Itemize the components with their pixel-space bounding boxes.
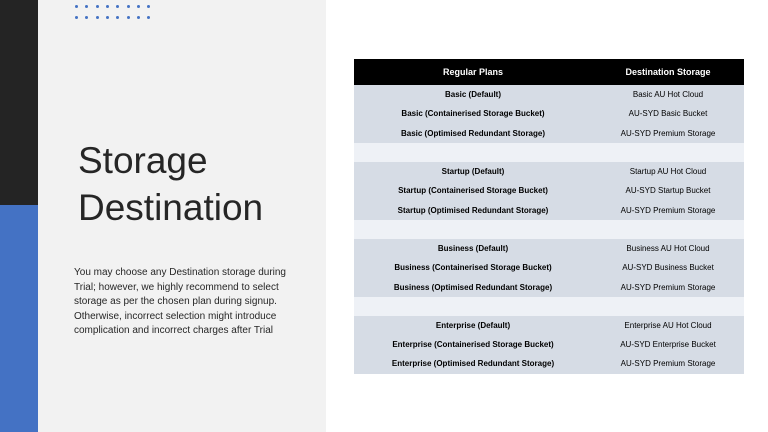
plan-cell: Business (Default): [437, 243, 509, 253]
decoration-dot: [96, 5, 99, 8]
plan-cell: Enterprise (Default): [435, 320, 511, 330]
decoration-dot: [85, 16, 88, 19]
plan-cell: Startup (Default): [441, 167, 505, 177]
table-row: [354, 239, 744, 258]
group-spacer: [354, 220, 744, 239]
storage-cell: Enterprise AU Hot Cloud: [624, 320, 712, 330]
slide-title: Storage Destination: [78, 140, 264, 228]
storage-cell: AU-SYD Premium Storage: [620, 128, 716, 138]
storage-cell: AU-SYD Premium Storage: [620, 359, 716, 369]
table-row: [354, 354, 744, 373]
plan-cell: Business (Containerised Storage Bucket): [394, 263, 552, 273]
storage-cell: AU-SYD Business Bucket: [622, 263, 714, 273]
table-row: [354, 316, 744, 335]
decoration-dot: [147, 16, 150, 19]
table-header: [354, 59, 744, 85]
decoration-dot: [147, 5, 150, 8]
dark-accent-bar: [0, 0, 38, 205]
decoration-dot: [127, 16, 130, 19]
table-row: [354, 104, 744, 123]
decoration-dot: [85, 5, 88, 8]
plan-cell: Startup (Containerised Storage Bucket): [398, 186, 548, 196]
plan-group: [354, 239, 744, 297]
storage-cell: Basic AU Hot Cloud: [632, 90, 704, 100]
decoration-dot: [137, 16, 140, 19]
storage-cell: AU-SYD Startup Bucket: [625, 186, 711, 196]
blue-accent-bar: [0, 205, 38, 432]
table-row: [354, 258, 744, 277]
decoration-dot: [75, 16, 78, 19]
plan-group: [354, 85, 744, 143]
storage-table: [354, 59, 744, 375]
header-destination-storage: Destination Storage: [625, 67, 711, 77]
plan-cell: Basic (Containerised Storage Bucket): [401, 109, 545, 119]
plan-cell: Basic (Optimised Redundant Storage): [400, 128, 546, 138]
decoration-dot: [106, 16, 109, 19]
table-row: [354, 335, 744, 354]
plan-cell: Enterprise (Containerised Storage Bucket): [392, 340, 554, 350]
storage-cell: AU-SYD Premium Storage: [620, 282, 716, 292]
table-row: [354, 277, 744, 296]
decoration-dot: [75, 5, 78, 8]
decoration-dot: [96, 16, 99, 19]
plan-cell: Startup (Optimised Redundant Storage): [397, 205, 549, 215]
storage-cell: Startup AU Hot Cloud: [629, 167, 707, 177]
plan-cell: Business (Optimised Redundant Storage): [393, 282, 553, 292]
table-row: [354, 162, 744, 181]
table-row: [354, 200, 744, 219]
plan-group: [354, 162, 744, 220]
storage-cell: AU-SYD Basic Bucket: [628, 109, 708, 119]
group-spacer: [354, 143, 744, 162]
plan-cell: Enterprise (Optimised Redundant Storage): [391, 359, 555, 369]
storage-cell: Business AU Hot Cloud: [626, 243, 710, 253]
storage-cell: AU-SYD Enterprise Bucket: [620, 340, 716, 350]
table-row: [354, 124, 744, 143]
dot-grid-decoration: [75, 5, 155, 21]
plan-cell: Basic (Default): [444, 90, 501, 100]
slide-body-text: You may choose any Destination storage during Trial; however, we highly recommend to select storage as per the chosen plan during signup. Otherwise, incorrect selection might introduce complication and incorrect charges after Trial: [74, 267, 286, 337]
decoration-dot: [116, 16, 119, 19]
decoration-dot: [127, 5, 130, 8]
table-row: [354, 85, 744, 104]
group-spacer: [354, 297, 744, 316]
header-regular-plans: Regular Plans: [442, 67, 504, 77]
plan-group: [354, 316, 744, 374]
storage-cell: AU-SYD Premium Storage: [620, 205, 716, 215]
table-row: [354, 181, 744, 200]
decoration-dot: [116, 5, 119, 8]
decoration-dot: [137, 5, 140, 8]
decoration-dot: [106, 5, 109, 8]
